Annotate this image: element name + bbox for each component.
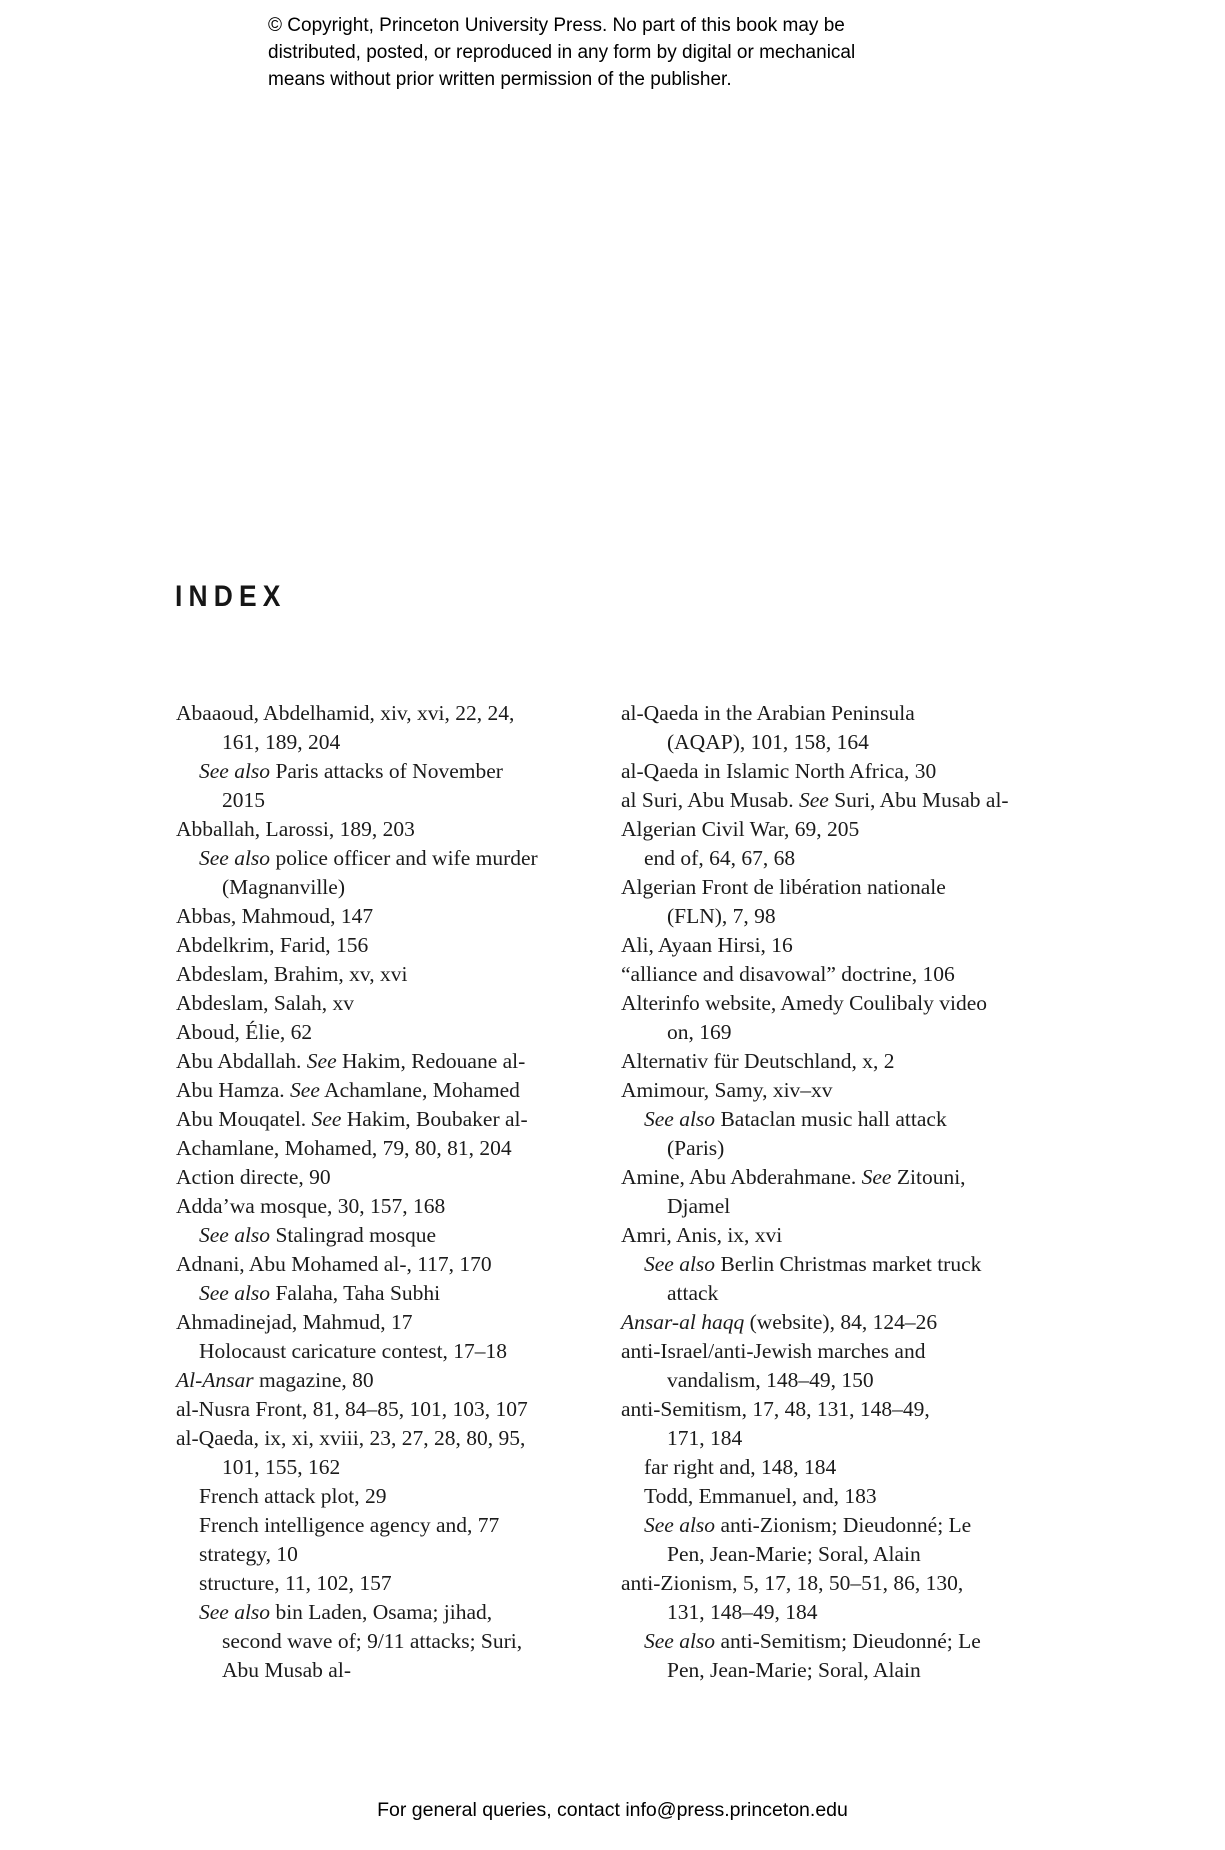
index-entry-text: Falaha, Taha Subhi [270,1281,441,1305]
index-line [176,1366,576,1395]
index-line [176,1047,576,1076]
index-line [176,1192,576,1221]
index-entry-text: bin Laden, Osama; jihad, [270,1600,493,1624]
index-line [621,1395,1061,1424]
index-line [176,1598,576,1627]
index-entry-text: Adda’wa mosque, 30, 157, 168 [176,1194,446,1218]
index-entry-text: “alliance and disavowal” doctrine, 106 [621,962,955,986]
index-line [621,699,1061,728]
index-line [621,844,1061,873]
index-line [621,757,1061,786]
index-line [621,873,1061,902]
index-line [621,989,1061,1018]
index-line [621,960,1061,989]
index-column-left [176,699,576,1685]
index-entry-text: (Paris) [667,1136,725,1160]
index-entry-text: Todd, Emmanuel, and, 183 [644,1484,877,1508]
index-entry-text: Abaaoud, Abdelhamid, xiv, xvi, 22, 24, [176,701,515,725]
index-line [176,1018,576,1047]
index-entry-text: Paris attacks of November [270,759,503,783]
index-column-right [621,699,1061,1685]
index-entry-text: Pen, Jean-Marie; Soral, Alain [667,1542,921,1566]
index-entry-text: Ahmadinejad, Mahmud, 17 [176,1310,413,1334]
index-line [621,1192,1061,1221]
index-entry-text: Abdeslam, Brahim, xv, xvi [176,962,408,986]
index-entry-text: 171, 184 [667,1426,743,1450]
index-line [621,1134,1061,1163]
index-entry-text: Suri, Abu Musab al- [828,788,1009,812]
index-line [176,1511,576,1540]
index-entry-text: 131, 148–49, 184 [667,1600,818,1624]
index-entry-text: al-Qaeda in Islamic North Africa, 30 [621,759,937,783]
copyright-line: © Copyright, Princeton University Press. No part of this book may be [268,15,845,36]
index-entry-text: French attack plot, 29 [199,1484,387,1508]
index-entry-text: Abballah, Larossi, 189, 203 [176,817,415,841]
index-line [621,931,1061,960]
index-cross-reference: See also [644,1252,716,1276]
index-line [621,1627,1061,1656]
index-entry-text: anti-Semitism, 17, 48, 131, 148–49, [621,1397,930,1421]
index-line [176,786,576,815]
index-cross-reference: See also [199,1223,271,1247]
index-cross-reference: See also [199,759,271,783]
index-cross-reference: See [306,1049,337,1073]
index-entry-text: Algerian Civil War, 69, 205 [621,817,860,841]
index-line [621,786,1061,815]
index-entry-text: Hakim, Redouane al- [336,1049,526,1073]
index-entry-text: vandalism, 148–49, 150 [667,1368,874,1392]
index-line [621,728,1061,757]
index-entry-text: Adnani, Abu Mohamed al-, 117, 170 [176,1252,492,1276]
index-line [176,1627,576,1656]
index-cross-reference: See also [199,846,271,870]
index-line [621,1511,1061,1540]
index-entry-text: Zitouni, [891,1165,966,1189]
index-line [621,1163,1061,1192]
index-cross-reference: See also [644,1629,716,1653]
index-line [621,1018,1061,1047]
index-entry-text: Action directe, 90 [176,1165,331,1189]
index-entry-text: al-Qaeda, ix, xi, xviii, 23, 27, 28, 80, 95, [176,1426,526,1450]
index-entry-text: (Magnanville) [222,875,345,899]
index-cross-reference: See [861,1165,892,1189]
index-cross-reference: Ansar-al haqq [621,1310,745,1334]
index-entry-text: Bataclan music hall attack [715,1107,947,1131]
index-cross-reference: Al-Ansar [176,1368,254,1392]
index-line [176,989,576,1018]
index-line [176,1540,576,1569]
index-line [621,1569,1061,1598]
index-entry-text: Algerian Front de libération nationale [621,875,946,899]
index-entry-text: 161, 189, 204 [222,730,341,754]
index-entry-text: magazine, 80 [253,1368,374,1392]
index-line [621,902,1061,931]
index-entry-text: Abu Musab al- [222,1658,351,1682]
index-entry-text: al Suri, Abu Musab. [621,788,799,812]
page-title: INDEX [175,580,287,613]
index-entry-text: anti-Zionism; Dieudonné; Le [715,1513,972,1537]
index-line [176,1482,576,1511]
index-line [176,1076,576,1105]
index-entry-text: Holocaust caricature contest, 17–18 [199,1339,508,1363]
index-line [176,1337,576,1366]
index-entry-text: anti-Semitism; Dieudonné; Le [715,1629,981,1653]
index-entry-text: Abu Hamza. [176,1078,291,1102]
index-line [176,1395,576,1424]
index-entry-text: Pen, Jean-Marie; Soral, Alain [667,1658,921,1682]
copyright-line: means without prior written permission of the publisher. [268,69,732,90]
index-cross-reference: See [290,1078,320,1102]
index-entry-text: second wave of; 9/11 attacks; Suri, [222,1629,523,1653]
index-line [176,873,576,902]
index-line [621,1366,1061,1395]
index-line [621,1482,1061,1511]
index-line [621,1424,1061,1453]
index-entry-text: (FLN), 7, 98 [667,904,776,928]
index-line [176,1569,576,1598]
index-entry-text: Abu Abdallah. [176,1049,307,1073]
index-entry-text: end of, 64, 67, 68 [644,846,796,870]
index-line [621,1598,1061,1627]
index-entry-text: 2015 [222,788,265,812]
index-line [621,1076,1061,1105]
index-entry-text: Alterinfo website, Amedy Coulibaly video [621,991,988,1015]
index-line [621,1047,1061,1076]
index-cross-reference: See also [644,1107,716,1131]
index-entry-text: Hakim, Boubaker al- [341,1107,528,1131]
index-line [621,1656,1061,1685]
index-entry-text: Ali, Ayaan Hirsi, 16 [621,933,793,957]
index-line [176,1105,576,1134]
index-entry-text: on, 169 [667,1020,732,1044]
index-entry-text: attack [667,1281,719,1305]
index-line [621,1540,1061,1569]
index-entry-text: Aboud, Élie, 62 [176,1020,313,1044]
index-line [621,1337,1061,1366]
index-entry-text: Achamlane, Mohamed [319,1078,520,1102]
copyright-line: distributed, posted, or reproduced in any form by digital or mechanical [268,42,856,63]
index-line [176,1163,576,1192]
footer-contact-text: For general queries, contact info@press.princeton.edu [377,1799,848,1821]
index-entry-text: Abu Mouqatel. [176,1107,312,1131]
index-line [176,931,576,960]
index-line [621,1279,1061,1308]
index-cross-reference: See [798,788,829,812]
index-line [621,1453,1061,1482]
index-line [176,1221,576,1250]
index-line [621,1105,1061,1134]
index-line [176,960,576,989]
index-entry-text: Stalingrad mosque [270,1223,437,1247]
index-entry-text: (AQAP), 101, 158, 164 [667,730,869,754]
index-entry-text: Abbas, Mahmoud, 147 [176,904,374,928]
index-entry-text: police officer and wife murder [270,846,538,870]
index-entry-text: al-Qaeda in the Arabian Peninsula [621,701,915,725]
index-line [621,815,1061,844]
index-line [176,757,576,786]
index-line [176,844,576,873]
index-line [176,699,576,728]
index-entry-text: structure, 11, 102, 157 [199,1571,392,1595]
index-line [176,1453,576,1482]
index-entry-text: Amimour, Samy, xiv–xv [621,1078,833,1102]
index-line [621,1308,1061,1337]
index-line [176,1308,576,1337]
index-cross-reference: See also [644,1513,716,1537]
index-entry-text: anti-Zionism, 5, 17, 18, 50–51, 86, 130, [621,1571,964,1595]
index-line [176,1656,576,1685]
index-cross-reference: See also [199,1281,271,1305]
index-entry-text: Achamlane, Mohamed, 79, 80, 81, 204 [176,1136,512,1160]
index-entry-text: Abdeslam, Salah, xv [176,991,354,1015]
index-line [176,902,576,931]
index-entry-text: Abdelkrim, Farid, 156 [176,933,369,957]
index-entry-text: Berlin Christmas market truck [715,1252,982,1276]
index-line [176,1250,576,1279]
index-entry-text: strategy, 10 [199,1542,298,1566]
index-line [621,1250,1061,1279]
index-line [176,728,576,757]
index-line [176,1424,576,1453]
index-cross-reference: See also [199,1600,271,1624]
index-entry-text: al-Nusra Front, 81, 84–85, 101, 103, 107 [176,1397,528,1421]
index-line [176,1279,576,1308]
copyright-notice [268,12,855,93]
index-entry-text: 101, 155, 162 [222,1455,341,1479]
index-entry-text: Amri, Anis, ix, xvi [621,1223,783,1247]
index-entry-text: (website), 84, 124–26 [744,1310,938,1334]
index-entry-text: French intelligence agency and, 77 [199,1513,500,1537]
index-line [176,1134,576,1163]
index-line [621,1221,1061,1250]
index-entry-text: Djamel [667,1194,731,1218]
index-entry-text: Alternativ für Deutschland, x, 2 [621,1049,895,1073]
index-entry-text: Amine, Abu Abderahmane. [621,1165,862,1189]
index-cross-reference: See [311,1107,342,1131]
index-line [176,815,576,844]
index-entry-text: anti-Israel/anti-Jewish marches and [621,1339,926,1363]
index-entry-text: far right and, 148, 184 [644,1455,837,1479]
